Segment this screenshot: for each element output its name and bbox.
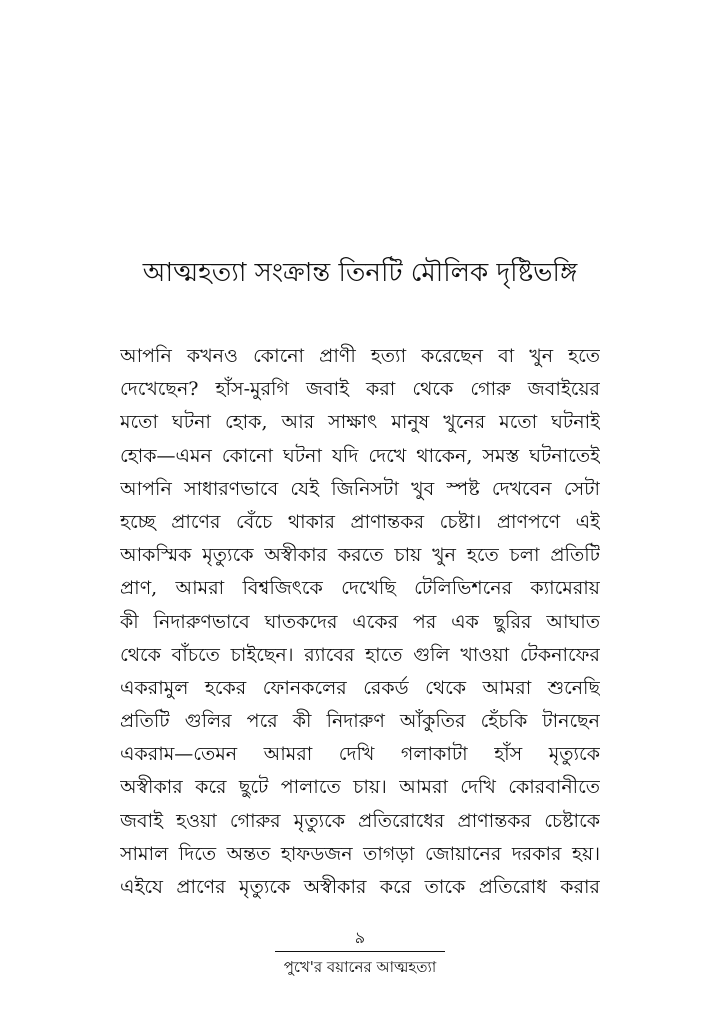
text-line: হচ্ছে প্রাণের বেঁচে থাকার প্রাণান্তকর চেষ্টা। প্রাণপণে এই bbox=[120, 510, 600, 533]
text-line: জবাই হওয়া গোরুর মৃত্যুকে প্রতিরোধের প্রাণান্তকর চেষ্টাকে bbox=[120, 809, 600, 832]
running-title: পুখে'র বয়ানের আত্মহত্যা bbox=[283, 958, 437, 976]
text-line: একরাম—তেমন আমরা দেখি গলাকাটা হাঁস মৃত্যুকে bbox=[120, 743, 600, 766]
text-line: মতো ঘটনা হোক, আর সাক্ষাৎ মানুষ খুনের মতো ঘটনাই bbox=[120, 411, 600, 434]
text-line: হোক—এমন কোনো ঘটনা যদি দেখে থাকেন, সমস্ত ঘটনাতেই bbox=[120, 444, 600, 467]
body-paragraph bbox=[120, 340, 600, 904]
text-line: আকস্মিক মৃত্যুকে অস্বীকার করতে চায় খুন হতে চলা প্রতিটি bbox=[120, 544, 600, 567]
text-line: অস্বীকার করে ছুটে পালাতে চায়। আমরা দেখি কোরবানীতে bbox=[120, 776, 600, 799]
text-line: এইযে প্রাণের মৃত্যুকে অস্বীকার করে তাকে প্রতিরোধ করার bbox=[120, 876, 600, 898]
text-line: আপনি সাধারণভাবে যেই জিনিসটা খুব স্পষ্ট দেখবেন সেটা bbox=[120, 477, 600, 500]
text-line: আপনি কখনও কোনো প্রাণী হত্যা করেছেন বা খুন হতে bbox=[120, 345, 600, 367]
text-line: একরামুল হকের ফোনকলের রেকর্ড থেকে আমরা শুনেছি bbox=[120, 676, 600, 699]
footer-divider bbox=[275, 951, 445, 952]
text-line: দেখেছেন? হাঁস-মুরগি জবাই করা থেকে গোরু জবাইয়ের bbox=[120, 378, 600, 401]
text-line: কী নিদারুণভাবে ঘাতকদের একের পর এক ছুরির আঘাত bbox=[120, 610, 600, 633]
page-number: ৯ bbox=[354, 928, 366, 947]
text-line: থেকে বাঁচতে চাইছেন। র‍্যাবের হাতে গুলি খাওয়া টেকনাফের bbox=[120, 643, 600, 666]
chapter-title: আত্মহত্যা সংক্রান্ত তিনটি মৌলিক দৃষ্টিভঙ্গি bbox=[142, 258, 578, 288]
text-line: প্রতিটি গুলির পরে কী নিদারুণ আঁকুতির হেঁচকি টানছেন bbox=[120, 710, 600, 733]
text-line: প্রাণ, আমরা বিশ্বজিৎকে দেখেছি টেলিভিশনের ক্যামেরায় bbox=[120, 577, 600, 600]
page-footer bbox=[260, 928, 460, 978]
text-line: সামাল দিতে অন্তত হাফডজন তাগড়া জোয়ানের দরকার হয়। bbox=[120, 842, 600, 865]
